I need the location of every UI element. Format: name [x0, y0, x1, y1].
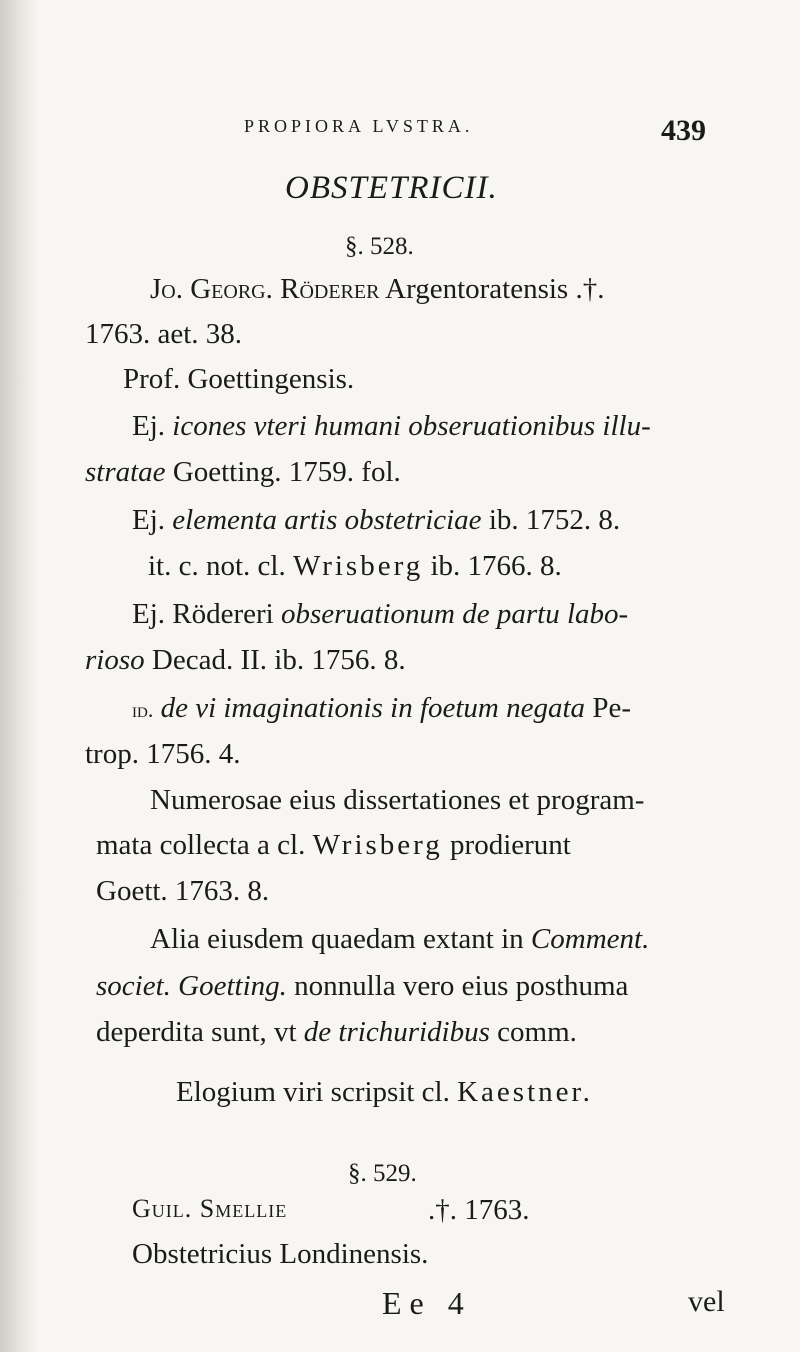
- entry-title: de vi imaginationis in foetum negata: [160, 692, 586, 724]
- entry-prefix: Ej.: [132, 504, 166, 536]
- entry-line: [85, 646, 406, 675]
- author-dates: .†. 1763.: [428, 1194, 530, 1226]
- note-text: nonnulla vero eius posthuma: [294, 970, 629, 1002]
- editor-name: Wrisberg: [292, 550, 424, 582]
- entry-line: [132, 694, 631, 723]
- paragraph-number: §. 528.: [345, 233, 414, 260]
- author-dates: 1763. aet. 38.: [85, 318, 243, 350]
- entry-line: [148, 552, 562, 581]
- elogium-line: [176, 1078, 593, 1107]
- entry-title: stratae: [85, 456, 166, 488]
- entry-imprint: ib. 1752. 8.: [488, 504, 621, 536]
- entry-title: obseruationum de partu labo-: [280, 598, 629, 630]
- elogium-author: Kaestner.: [457, 1076, 593, 1108]
- gutter-shadow: [0, 0, 38, 1352]
- entry-title: elementa artis obstetriciae: [172, 504, 482, 536]
- entry-line: [85, 458, 401, 487]
- note-text: Alia eiusdem quaedam extant in: [150, 923, 524, 955]
- note-text: comm.: [497, 1016, 577, 1048]
- note-text: mata collecta a cl.: [96, 829, 306, 861]
- entry-imprint: Decad. II. ib. 1756. 8.: [151, 644, 406, 676]
- running-head: PROPIORA LVSTRA.: [244, 116, 474, 136]
- entry-prefix: id.: [132, 697, 154, 722]
- note-text: deperdita sunt, vt: [96, 1016, 297, 1048]
- entry-imprint: Pe-: [592, 692, 631, 724]
- entry-line: [132, 412, 651, 441]
- entry-title: icones vteri humani obseruationibus illu-: [172, 410, 651, 442]
- author-line: [150, 275, 604, 304]
- entry-prefix: Ej.: [132, 410, 166, 442]
- note-line: Numerosae eius dissertationes et program-: [150, 784, 645, 816]
- note-line: Goett. 1763. 8.: [96, 875, 270, 907]
- author-line: [132, 1196, 287, 1222]
- author-profession: Prof. Goettingensis.: [123, 363, 355, 395]
- editor-name: Wrisberg: [312, 829, 443, 861]
- entry-line: [132, 506, 620, 535]
- note-line: [150, 925, 649, 954]
- author-origin: Argentoratensis .†.: [385, 273, 605, 305]
- page-number: 439: [661, 114, 706, 147]
- note-text: prodierunt: [450, 829, 571, 861]
- note-line: [96, 972, 628, 1001]
- journal-title: societ. Goetting.: [96, 970, 287, 1002]
- entry-line: trop. 1756. 4.: [85, 738, 241, 770]
- note-line: [96, 1018, 577, 1047]
- entry-title: rioso: [85, 644, 145, 676]
- section-title: OBSTETRICII.: [285, 170, 498, 206]
- entry-note: it. c. not. cl.: [148, 550, 286, 582]
- signature-mark: Ee 4: [382, 1285, 472, 1321]
- note-line: [96, 831, 571, 860]
- author-profession: Obstetricius Londinensis.: [132, 1238, 429, 1270]
- paragraph-number: §. 529.: [348, 1160, 417, 1187]
- journal-title: Comment.: [530, 923, 650, 955]
- catchword: vel: [688, 1285, 725, 1318]
- elogium-text: Elogium viri scripsit cl.: [176, 1076, 450, 1108]
- entry-line: [132, 600, 628, 629]
- author-name: Guil. Smellie: [132, 1194, 288, 1223]
- work-title: de trichuridibus: [303, 1016, 490, 1048]
- author-name: Jo. Georg. Röderer: [150, 273, 380, 305]
- entry-imprint: ib. 1766. 8.: [430, 550, 562, 582]
- entry-imprint: Goetting. 1759. fol.: [172, 456, 401, 488]
- entry-prefix: Ej. Rödereri: [132, 598, 274, 630]
